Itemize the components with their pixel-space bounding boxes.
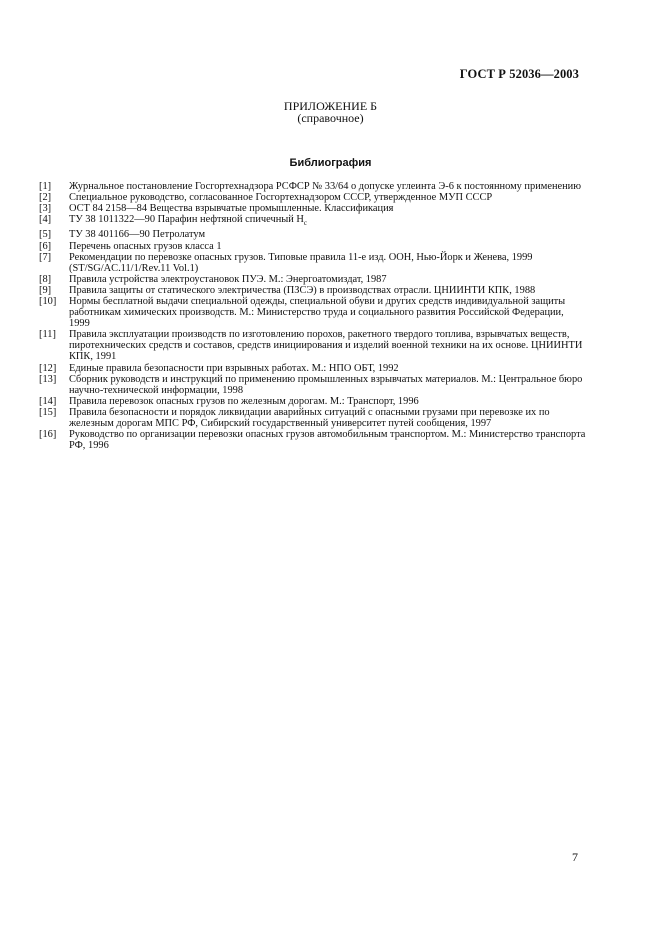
item-text: Сборник руководств и инструкций по применению промышленных взрывчатых материалов. М.: Центральное бюро научно-технической информации, 1998: [69, 373, 583, 396]
item-number: [14]: [39, 395, 57, 407]
appendix-label: ПРИЛОЖЕНИЕ Б: [283, 99, 378, 113]
item-text: ОСТ 84 2158—84 Вещества взрывчатые промышленные. Классификация: [69, 203, 394, 215]
item-number: [15]: [39, 406, 57, 418]
bibliography-item: [39, 181, 587, 192]
item-text: Перечень опасных грузов класса 1: [69, 240, 222, 252]
bibliography-item: [39, 329, 587, 362]
item-number: [3]: [39, 203, 52, 215]
item-number: [2]: [39, 192, 52, 204]
item-text: Журнальное постановление Госгортехнадзора РСФСР № 33/64 о допуске углеинта Э-6 к постоянному применению: [69, 181, 581, 192]
bibliography-item: [39, 296, 587, 329]
bibliography-item: [39, 241, 587, 252]
bibliography-item: [39, 396, 587, 407]
section-title: Библиография: [289, 157, 372, 169]
bibliography-list: [39, 181, 587, 451]
document-header: ГОСТ Р 52036—2003: [459, 67, 579, 81]
bibliography-item: [39, 429, 587, 451]
bibliography-item: [39, 229, 587, 240]
item-text-main: ТУ 38 1011322—90 Парафин нефтяной спичечный Н: [69, 214, 304, 226]
item-text: Правила защиты от статического электричества (ПЗСЭ) в производствах отрасли. ЦНИИНТИ КПК, 1988: [69, 284, 536, 296]
bibliography-item: [39, 214, 587, 229]
item-number: [16]: [39, 429, 57, 441]
item-number: [12]: [39, 362, 57, 374]
appendix-note: (справочное): [297, 111, 364, 125]
item-text: Руководство по организации перевозки опасных грузов автомобильным транспортом. М.: Министерство транспорта РФ, 1996: [69, 429, 586, 452]
item-text: Единые правила безопасности при взрывных работах. М.: НПО ОБТ, 1992: [69, 362, 399, 374]
item-number: [11]: [39, 329, 56, 341]
item-number: [13]: [39, 373, 57, 385]
item-text: [69, 214, 587, 229]
item-text: Специальное руководство, согласованное Госгортехнадзором СССР, утвержденное МУП СССР: [69, 192, 493, 204]
item-number: [1]: [39, 181, 52, 192]
bibliography-item: [39, 363, 587, 374]
bibliography-item: [39, 203, 587, 214]
item-text: Правила безопасности и порядок ликвидации аварийных ситуаций с опасными грузами при перевозке их по железным дорогам МПС РФ, Сибирский государственный университет путей сообщения, 1997: [69, 406, 550, 430]
item-text: ТУ 38 401166—90 Петролатум: [69, 229, 206, 241]
item-number: [6]: [39, 240, 52, 252]
bibliography-item: [39, 274, 587, 285]
page-number: 7: [572, 850, 578, 864]
item-number: [8]: [39, 273, 52, 285]
item-number: [4]: [39, 214, 52, 226]
bibliography-item: [39, 285, 587, 296]
item-number: [7]: [39, 251, 52, 263]
item-text: Рекомендации по перевозке опасных грузов. Типовые правила 11-е изд. ООН, Нью-Йорк и Женева, 1999 (ST/SG/AC.11/1/Rev.11 Vol.1): [69, 251, 533, 274]
item-text: Правила устройства электроустановок ПУЭ. М.: Энергоатомиздат, 1987: [69, 273, 387, 285]
item-number: [10]: [39, 296, 57, 308]
item-text: Правила эксплуатации производств по изготовлению порохов, ракетного твердого топлива, взрывчатых веществ, пиротехнических средств и составов, средств инициирования и изделий военной техники на их основе. ЦНИИНТИ КПК, 1991: [69, 329, 583, 363]
bibliography-item: [39, 374, 587, 396]
bibliography-item: [39, 192, 587, 203]
item-number: [5]: [39, 229, 52, 241]
item-text-subscript: с: [303, 219, 308, 228]
item-text: Правила перевозок опасных грузов по железным дорогам. М.: Транспорт, 1996: [69, 395, 419, 407]
appendix-heading: [0, 100, 661, 124]
item-number: [9]: [39, 284, 52, 296]
bibliography-item: [39, 252, 587, 274]
bibliography-item: [39, 407, 587, 429]
item-text: Нормы бесплатной выдачи специальной одежды, специальной обуви и других средств индивидуальной защиты работникам химических производств. М.: Министерство труда и социального развития Российской Федерации, 1999: [69, 296, 566, 330]
